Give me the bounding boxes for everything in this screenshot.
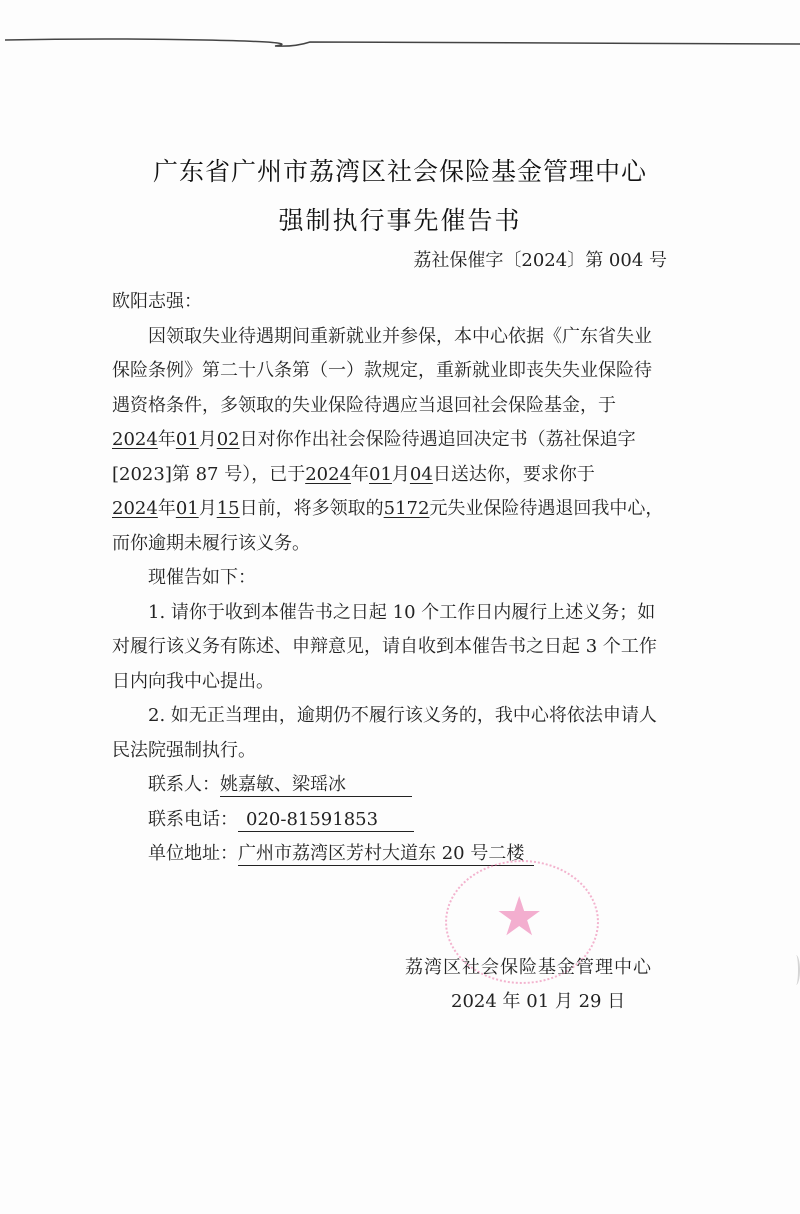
notice-intro: 现催告如下： — [148, 567, 256, 588]
contact-phone-row — [112, 803, 668, 838]
p1-line7: 而你逾期未履行该义务。 — [112, 532, 310, 554]
contact-phone-label: 联系电话： — [148, 808, 238, 830]
text-year: 年 — [157, 498, 176, 519]
p1-line5 — [112, 458, 668, 493]
text-deadline: 日前，将多领取的 — [239, 498, 384, 519]
decision-month: 01 — [175, 429, 199, 450]
addressee: 欧阳志强： — [112, 291, 202, 312]
item1-line1: 1. 请你于收到本催告书之日起 10 个工作日内履行上述义务；如 — [148, 601, 656, 623]
doc-body — [112, 285, 668, 872]
served-month: 01 — [369, 463, 392, 485]
item2-line2: 民法院强制执行。 — [112, 739, 256, 761]
doc-number: 荔社保催字〔2024〕第 004 号 — [413, 250, 667, 271]
seal-star-icon: ★ — [495, 885, 544, 948]
text-served: 日送达你，要求你于 — [432, 463, 595, 485]
doc-title-org: 广东省广州市荔湾区社会保险基金管理中心 — [152, 157, 647, 186]
contact-person-value: 姚嘉敏、梁瑶冰 — [220, 774, 412, 797]
scan-edge-mark — [792, 955, 800, 985]
deadline-year: 2024 — [112, 498, 158, 519]
contact-address-row — [112, 837, 668, 872]
text-month: 月 — [198, 498, 217, 519]
contact-address-label: 单位地址： — [148, 843, 238, 864]
contact-person-row — [112, 768, 668, 803]
text-month: 月 — [198, 429, 217, 450]
p1-line4 — [112, 423, 668, 458]
decision-year: 2024 — [112, 429, 158, 450]
p1-line1: 因领取失业待遇期间重新就业并参保，本中心依据《广东省失业 — [148, 325, 652, 347]
contact-person-label: 联系人： — [148, 774, 220, 795]
served-year: 2024 — [305, 463, 352, 485]
text-refund: 元失业保险待遇退回我中心， — [429, 498, 664, 519]
p1-line2: 保险条例》第二十八条第（一）款规定，重新就业即丧失失业保险待 — [112, 360, 652, 381]
served-day: 04 — [409, 463, 433, 485]
text-decision: 日对你作出社会保险待遇追回决定书（荔社保追字 — [239, 429, 636, 450]
refund-amount: 5172 — [383, 498, 430, 519]
text-month: 月 — [391, 463, 410, 485]
text-docref: [2023]第 87 号），已于 — [112, 463, 306, 485]
scan-edge-line — [5, 37, 800, 47]
contact-phone-value: 020-81591853 — [238, 809, 414, 832]
text-year: 年 — [157, 429, 176, 450]
p1-line3: 遇资格条件，多领取的失业保险待遇应当退回社会保险基金，于 — [112, 394, 616, 416]
deadline-month: 01 — [175, 498, 199, 519]
text-year: 年 — [351, 463, 370, 485]
p1-line6 — [112, 492, 668, 527]
decision-day: 02 — [216, 429, 240, 450]
item1-line2: 对履行该义务有陈述、申辩意见，请自收到本催告书之日起 3 个工作 — [112, 636, 657, 657]
signature-org: 荔湾区社会保险基金管理中心 — [405, 957, 652, 978]
item1-line3: 日内向我中心提出。 — [112, 670, 274, 692]
signature-date: 2024 年 01 月 29 日 — [451, 991, 626, 1012]
deadline-day: 15 — [216, 498, 240, 519]
doc-title: 强制执行事先催告书 — [278, 206, 522, 235]
contact-address-value: 广州市荔湾区芳村大道东 20 号二楼 — [238, 843, 534, 866]
item2-line1: 2. 如无正当理由，逾期仍不履行该义务的，我中心将依法申请人 — [148, 705, 657, 726]
